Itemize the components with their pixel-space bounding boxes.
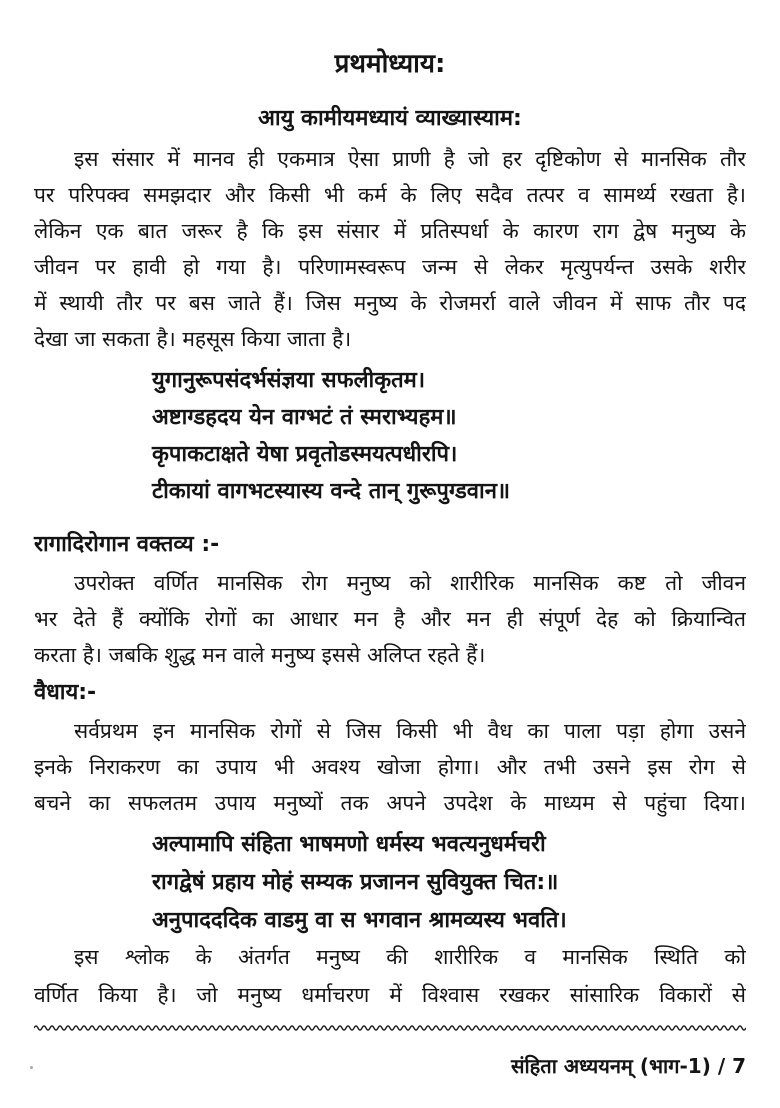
verse-line: टीकायां वागभटस्यास्य वन्दे तान् गुरूपुग्डवान॥ — [152, 479, 511, 504]
paragraph-line: देखा जा सकता है। महसूस किया जाता है। — [34, 327, 352, 351]
section-heading: रागादिरोगान वक्तव्य :- — [34, 532, 220, 557]
section-heading: वैधाय:- — [34, 680, 97, 705]
scan-mark — [30, 1066, 33, 1069]
chapter-title: प्रथमोध्याय: — [334, 49, 446, 79]
paragraph-line: भर देते हैं क्योंकि रोगों का आधार मन है और मन ही संपूर्ण देह को क्रियान्वित — [34, 607, 746, 631]
page-footer: संहिता अध्ययनम् (भाग-1) / 7 — [510, 1054, 746, 1078]
verse-line: कृपाकटाक्षते येषा प्रवृतोडस्मयत्पधीरपि। — [152, 442, 458, 467]
paragraph-line: में स्थायी तौर पर बस जाते हैं। जिस मनुष्य के रोजमर्रा वाले जीवन में साफ तौर पद — [34, 291, 746, 315]
paragraph-line: जीवन पर हावी हो गया है। परिणामस्वरूप जन्म से लेकर मृत्युपर्यन्त उसके शरीर — [34, 255, 746, 279]
verse-line: युगानुरूपसंदर्भसंज्ञया सफलीकृतम। — [152, 368, 426, 393]
paragraph-line: करता है। जबकि शुद्ध मन वाले मनुष्य इससे अलिप्त रहते हैं। — [34, 643, 486, 667]
verse-line: रागद्वेषं प्रहाय मोहं सम्यक प्रजानन सुवियुक्त चित:॥ — [152, 870, 559, 895]
verse-line: अल्पामापि संहिता भाषमणो धर्मस्य भवत्यनुधर्मचरी — [152, 832, 546, 857]
paragraph-line: पर परिपक्व समझदार और किसी भी कर्म के लिए सदैव तत्पर व सामर्थ्य रखता है। — [34, 183, 746, 207]
paragraph-line: बचने का सफलतम उपाय मनुष्यों तक अपने उपदेश के माध्यम से पहुंचा दिया। — [34, 791, 746, 815]
paragraph-line: इनके निराकरण का उपाय भी अवश्य खोजा होगा। और तभी उसने इस रोग से — [34, 755, 746, 779]
paragraph-line: इस संसार में मानव ही एकमात्र ऐसा प्राणी है जो हर दृष्टिकोण से मानसिक तौर — [74, 147, 746, 171]
chapter-subtitle: आयु कामीयमध्यायं व्याख्यास्याम: — [258, 106, 522, 131]
footer-wavy-rule — [34, 1022, 746, 1034]
paragraph-line: वर्णित किया है। जो मनुष्य धर्माचरण में विश्वास रखकर सांसारिक विकारों से — [34, 983, 746, 1007]
paragraph-line: इस श्लोक के अंतर्गत मनुष्य की शारीरिक व मानसिक स्थिति को — [74, 945, 746, 969]
paragraph-line: उपरोक्त वर्णित मानसिक रोग मनुष्य को शारीरिक मानसिक कष्ट तो जीवन — [74, 571, 746, 595]
paragraph-line: सर्वप्रथम इन मानसिक रोगों से जिस किसी भी वैध का पाला पड़ा होगा उसने — [74, 719, 746, 743]
verse-line: अनुपादददिक वाडमु वा स भगवान श्रामव्यस्य भवति। — [152, 908, 567, 933]
paragraph-line: लेकिन एक बात जरूर है कि इस संसार में प्रतिस्पर्धा के कारण राग द्वेष मनुष्य के — [34, 219, 746, 243]
verse-line: अष्टाग्डहदय येन वाग्भटं तं स्मराभ्यहम॥ — [152, 405, 457, 430]
